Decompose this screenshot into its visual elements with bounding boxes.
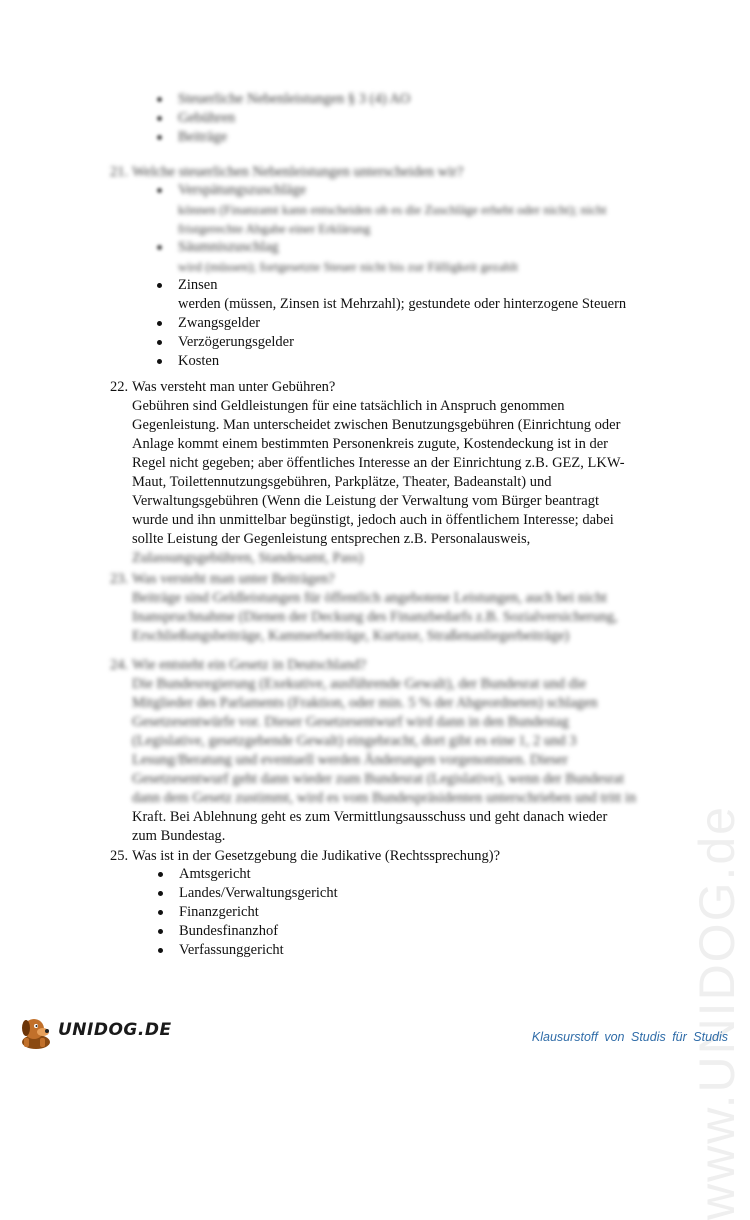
answer-24	[132, 675, 652, 846]
answer-line: Kraft. Bei Ablehnung geht es zum Vermittlungsausschuss und geht danach wieder	[132, 809, 608, 825]
answer-22	[132, 397, 652, 568]
list-item: Verspätungszuschläge können (Finanzamt kann entscheiden ob es die Zuschläge erhebt oder nicht); nicht fristgerechte Abgabe einer Erklärung	[155, 181, 665, 238]
watermark: www.UNIDOG.de	[689, 805, 745, 1220]
list-item: Landes/Verwaltungsgericht	[156, 884, 338, 903]
list-item: Steuerliche Nebenleistungen § 3 (4) AO	[155, 90, 410, 109]
list-item: Kosten	[155, 352, 665, 371]
answer-line: zum Bundestag.	[132, 828, 226, 844]
answer-line: Beiträge sind Geldleistungen für öffentlich angebotene Leistungen, auch bei nicht	[132, 590, 607, 606]
list-item: Zinsen werden (müssen, Zinsen ist Mehrzahl); gestundete oder hinterzogene Steuern	[155, 276, 665, 314]
answer-line: Gesetzesentwurf geht dann wieder zum Bundesrat (Legislative), wenn der Bundesrat	[132, 771, 625, 787]
answer-line: Gegenleistung. Man unterscheidet zwischen Benutzungsgebühren (Einrichtung oder	[132, 417, 621, 433]
answer-line: Verwaltungsgebühren (Wenn die Leistung der Verwaltung vom Bürger beantragt	[132, 493, 600, 509]
answer-line: Inanspruchnahme (Dienen der Deckung des Finanzbedarfs z.B. Sozialversicherung,	[132, 609, 618, 625]
answer-line: Maut, Toilettennutzungsgebühren, Parkplätze, Theater, Badeanstalt) und	[132, 474, 552, 490]
answer-line: Regel nicht gegeben; aber öffentliches Interesse an der Einrichtung z.B. GEZ, LKW-	[132, 455, 625, 471]
question-23: 23. Was versteht man unter Beiträgen?	[110, 571, 335, 587]
answer-line: sollte Leistung der Gegenleistung entsprechen z.B. Personalausweis,	[132, 531, 531, 547]
list-item: Gebühren	[155, 109, 410, 128]
list-item: Säumniszuschlag wird (müssen); fortgesetzte Steuer nicht bis zur Fälligkeit gezahlt	[155, 238, 665, 276]
answer-23	[132, 589, 652, 646]
list-item: Bundesfinanzhof	[156, 922, 338, 941]
list-item: Zwangsgelder	[155, 314, 665, 333]
question-24: 24. Wie entsteht ein Gesetz in Deutschland?	[110, 657, 367, 673]
dog-mascot-icon	[16, 1012, 58, 1052]
answer-line: (Legislative, gesetzgebende Gewalt) eingebracht, dort gibt es eine 1, 2 und 3	[132, 733, 577, 749]
answer-line: wurde und ihn unmittelbar begünstigt, jedoch auch in öffentlichem Interesse; dabei	[132, 512, 614, 528]
list-item: Finanzgericht	[156, 903, 338, 922]
logo-text: UNIDOG.DE	[58, 1020, 172, 1040]
list-item: Beiträge	[155, 128, 410, 147]
footer-tagline: Klausurstoff von Studis für Studis	[531, 1030, 728, 1044]
unidog-logo[interactable]	[16, 1012, 172, 1048]
answer-line: Erschließungsbeiträge, Kammerbeiträge, Kurtaxe, Straßenanliegerbeiträge)	[132, 628, 570, 644]
question-22: 22. Was versteht man unter Gebühren?	[110, 379, 336, 395]
answer-line: Die Bundesregierung (Exekutive, ausführende Gewalt), der Bundesrat und die	[132, 676, 587, 692]
answer-line: Zulassungsgebühren, Standesamt, Pass)	[132, 550, 364, 566]
top-list	[155, 90, 410, 147]
question-21: 21. Welche steuerlichen Nebenleistungen unterscheiden wir?	[110, 164, 464, 180]
list-item: Verfassunggericht	[156, 941, 338, 960]
answer-line: Mitglieder des Parlaments (Fraktion, oder min. 5 % der Abgeordneten) schlagen	[132, 695, 598, 711]
answer-line: Lesung/Beratung und eventuell werden Änderungen vorgenommen. Dieser	[132, 752, 568, 768]
answer-line: Gebühren sind Geldleistungen für eine tatsächlich in Anspruch genommen	[132, 398, 565, 414]
answer-line: dann dem Gesetz zustimmt, wird es vom Bundespräsidenten unterschrieben und tritt in	[132, 790, 637, 806]
q21-list	[155, 181, 665, 371]
answer-line: Anlage kommt einem bestimmten Personenkreis zugute, Kostendeckung ist in der	[132, 436, 608, 452]
list-item: Amtsgericht	[156, 865, 338, 884]
answer-line: Gesetzesentwürfe vor. Dieser Gesetzesentwurf wird dann in den Bundestag	[132, 714, 569, 730]
list-item: Verzögerungsgelder	[155, 333, 665, 352]
question-25: 25. Was ist in der Gesetzgebung die Judikative (Rechtssprechung)?	[110, 848, 501, 864]
q25-list	[156, 865, 338, 960]
